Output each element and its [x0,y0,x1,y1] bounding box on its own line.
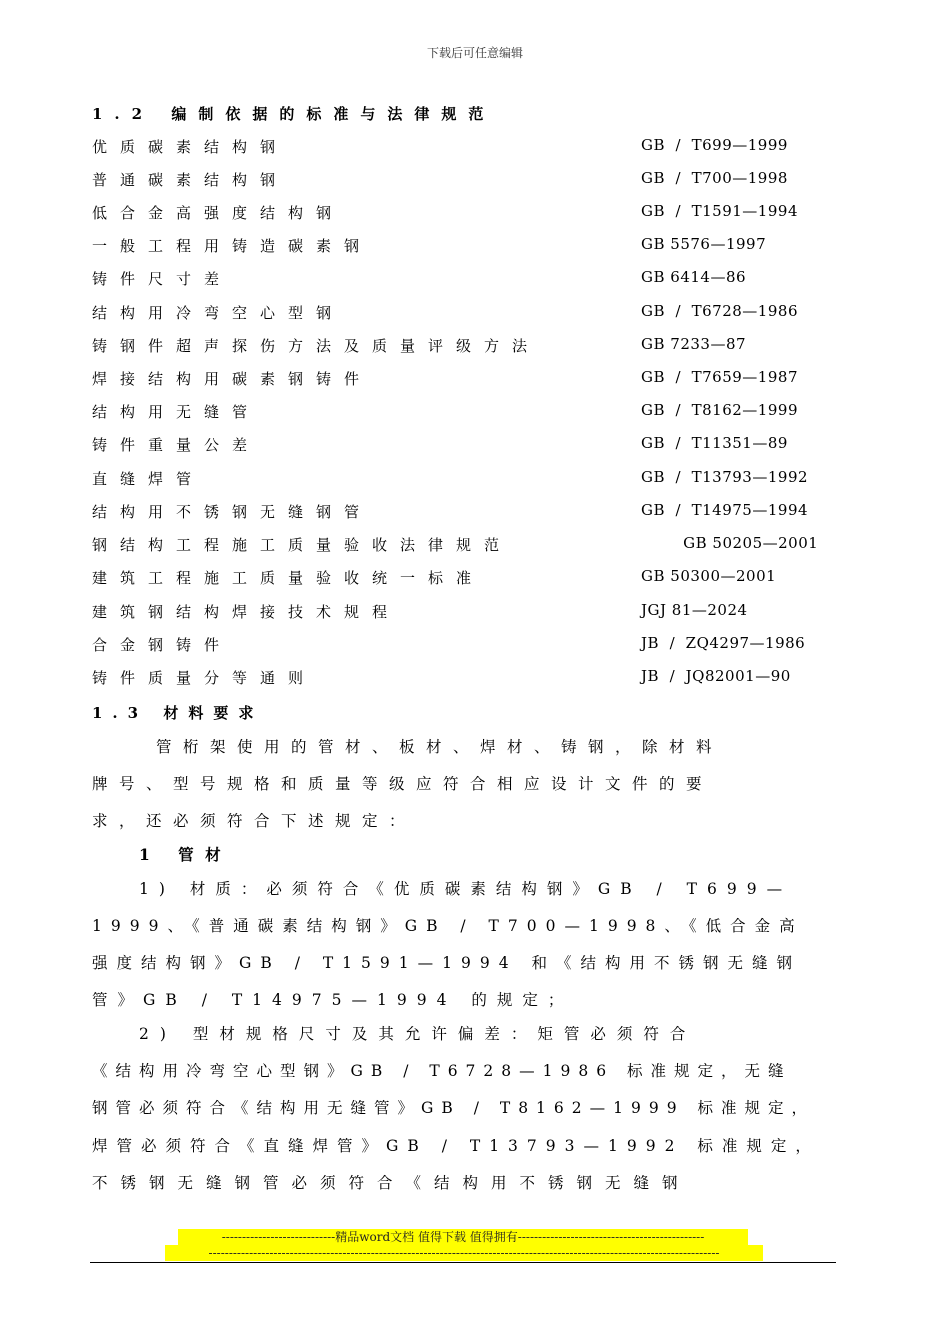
standard-row [92,169,852,193]
standard-row [92,335,852,359]
standard-name: 结构用无缝管 [92,403,261,421]
standard-name: 合金钢铸件 [92,636,233,654]
paragraph-line: 求，还必须符合下述规定： [92,812,417,830]
page-header: 下载后可任意编辑 [426,46,523,60]
standard-name: 铸件尺寸差 [92,270,233,288]
standard-name: 焊接结构用碳素钢铸件 [92,370,373,388]
standard-row [92,401,852,425]
standard-code: GB / T6728—1986 [641,302,798,320]
standard-name: 建筑钢结构焊接技术规程 [92,603,401,621]
standard-code: GB / T14975—1994 [641,501,809,519]
standard-code: GB 6414—86 [641,268,747,286]
paragraph-line: 强度结构钢》GB / T1591—1994 和《结构用不锈钢无缝钢 [92,954,802,972]
footer-banner: ----------------------------精品word文档 值得下载 值得拥有---------------------------------------------- [178,1229,748,1245]
standard-row [92,567,852,591]
standard-row [92,136,852,160]
standard-name: 建筑工程施工质量验收统一标准 [92,569,485,587]
section-1-2-title: 1.2 编制依据的标准与法律规范 [92,105,496,123]
standard-code: GB / T700—1998 [641,169,788,187]
standard-code: GB 5576—1997 [641,235,767,253]
standard-code: GB 50205—2001 [641,534,819,552]
standard-name: 低合金高强度结构钢 [92,204,345,222]
standard-row [92,434,852,458]
standard-code: GB / T1591—1994 [641,202,798,220]
paragraph-line: 钢管必须符合《结构用无缝管》GB / T8162—1999 标准规定， [92,1099,816,1117]
standard-name: 铸件质量分等通则 [92,669,317,687]
standard-row [92,501,852,525]
standard-row [92,534,852,558]
standard-row [92,268,852,292]
standard-row [92,601,852,625]
paragraph-line: 焊管必须符合《直缝焊管》GB / T13793—1992 标准规定， [92,1137,820,1155]
standard-code: GB / T8162—1999 [641,401,798,419]
standard-row [92,302,852,326]
paragraph-line: 不锈钢无缝钢管必须符合《结构用不锈钢无缝钢 [92,1174,691,1192]
standard-row [92,202,852,226]
standard-code: JGJ 81—2024 [641,601,748,619]
paragraph-line: 1) 材质：必须符合《优质碳素结构钢》GB / T699— [139,880,793,898]
paragraph-line: 1999、《普通碳素结构钢》GB / T700—1998、《低合金高 [92,917,804,935]
standard-code: GB 50300—2001 [641,567,777,585]
subsection-heading: 1 管材 [139,845,233,864]
paragraph-line: 管桁架使用的管材、板材、焊材、铸钢，除材料 [156,738,724,756]
standard-name: 普通碳素结构钢 [92,171,289,189]
standard-name: 一般工程用铸造碳素钢 [92,237,373,255]
standard-name: 钢结构工程施工质量验收法律规范 [92,536,513,554]
standard-code: GB / T13793—1992 [641,468,809,486]
paragraph-line: 2) 型材规格尺寸及其允许偏差：矩管必须符合 [139,1025,697,1043]
standard-row [92,235,852,259]
standard-row [92,368,852,392]
standard-row [92,667,852,691]
paragraph-line: 管》GB / T14975—1994 的规定； [92,991,574,1009]
standard-name: 铸钢件超声探伤方法及质量评级方法 [92,337,541,355]
paragraph-line: 《结构用冷弯空心型钢》GB / T6728—1986 标准规定，无缝 [92,1062,792,1080]
standard-code: GB / T11351—89 [641,434,788,452]
standard-code: JB / JQ82001—90 [641,667,791,685]
footer-rule [90,1262,836,1263]
standard-name: 结构用不锈钢无缝钢管 [92,503,373,521]
standard-name: 优质碳素结构钢 [92,138,289,156]
paragraph-line: 牌号、型号规格和质量等级应符合相应设计文件的要 [92,775,714,793]
standard-code: GB 7233—87 [641,335,747,353]
standard-code: GB / T7659—1987 [641,368,798,386]
standard-code: GB / T699—1999 [641,136,788,154]
standard-name: 结构用冷弯空心型钢 [92,304,345,322]
footer-banner-line: ------------------------------------------------------------------------------------------------------------------------------ [165,1245,763,1261]
section-1-3-title: 1.3 材料要求 [92,704,264,722]
standard-row [92,468,852,492]
standard-name: 铸件重量公差 [92,436,261,454]
standard-name: 直缝焊管 [92,470,205,488]
standard-code: JB / ZQ4297—1986 [641,634,806,652]
standard-row [92,634,852,658]
